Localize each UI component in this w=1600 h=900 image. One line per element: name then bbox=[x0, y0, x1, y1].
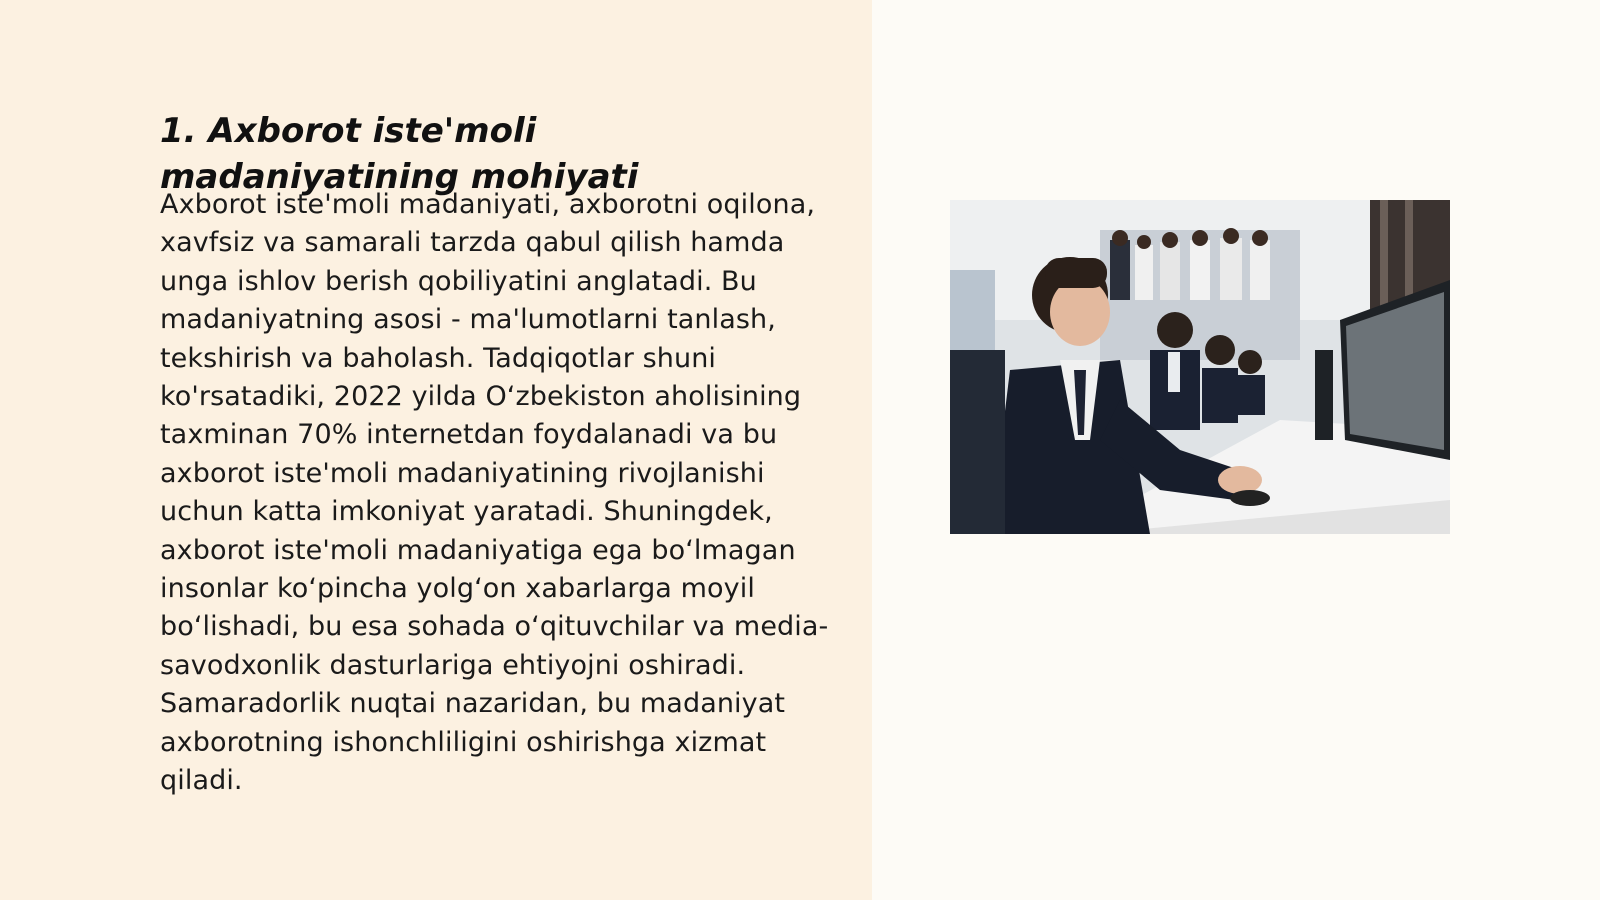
slide-body-text: Axborot iste'moli madaniyati, axborotni oqilona, xavfsiz va samarali tarzda qabul qilish hamda unga ishlov berish qobiliyatini anglatadi. Bu madaniyatning asosi - ma'lumotlarni tanlash, tekshirish va baholash. Tadqiqotlar shuni ko'rsatadiki, 2022 yilda O‘zbekiston aholisining taxminan 70% internetdan foydalanadi va bu axborot iste'moli madaniyatining rivojlanishi uchun katta imkoniyat yaratadi. Shuningdek, axborot iste'moli madaniyatiga ega bo‘lmagan insonlar ko‘pincha yolg‘on xabarlarga moyil bo‘lishadi, bu esa sohada o‘qituvchilar va media-savodxonlik dasturlariga ehtiyojni oshiradi. Samaradorlik nuqtai nazaridan, bu madaniyat axborotning ishonchliligini oshirishga xizmat qiladi. bbox=[160, 189, 829, 797]
slide-heading: 1. Axborot iste'moli madaniyatining mohiyati bbox=[160, 111, 639, 197]
classroom-photo bbox=[950, 200, 1450, 534]
